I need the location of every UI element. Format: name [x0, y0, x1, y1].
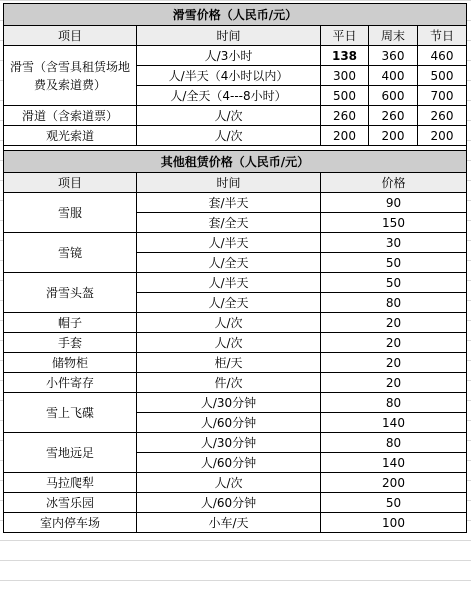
table-row: [4, 353, 467, 373]
ski-price-title-row: [4, 4, 467, 26]
rental-item-cell[interactable]: 室内停车场: [4, 513, 137, 533]
time-cell[interactable]: 套/半天: [137, 193, 321, 213]
rental-item-cell[interactable]: 手套: [4, 333, 137, 353]
table-row: [4, 46, 467, 66]
time-cell[interactable]: 件/次: [137, 373, 321, 393]
table-row: [4, 393, 467, 413]
price-cell[interactable]: 80: [321, 393, 467, 413]
time-cell[interactable]: 人/半天（4小时以内）: [137, 66, 321, 86]
time-cell[interactable]: 人/30分钟: [137, 393, 321, 413]
price-cell[interactable]: 200: [321, 473, 467, 493]
weekday-price-cell[interactable]: 500: [321, 86, 369, 106]
holiday-price-cell[interactable]: 260: [418, 106, 467, 126]
price-cell[interactable]: 90: [321, 193, 467, 213]
holiday-price-cell[interactable]: 460: [418, 46, 467, 66]
time-cell[interactable]: 人/半天: [137, 233, 321, 253]
price-cell[interactable]: 20: [321, 313, 467, 333]
header-item[interactable]: 项目: [4, 173, 137, 193]
weekday-price-cell[interactable]: 138: [321, 46, 369, 66]
weekend-price-cell[interactable]: 400: [369, 66, 418, 86]
time-cell[interactable]: 柜/天: [137, 353, 321, 373]
rental-price-title[interactable]: 其他租赁价格（人民币/元）: [4, 151, 467, 173]
weekday-price-cell[interactable]: 300: [321, 66, 369, 86]
table-row: [4, 373, 467, 393]
table-row: [4, 193, 467, 213]
ski-item-cell[interactable]: 滑雪（含雪具租赁场地费及索道费）: [4, 46, 137, 106]
time-cell[interactable]: 人/30分钟: [137, 433, 321, 453]
time-cell[interactable]: 人/全天: [137, 253, 321, 273]
time-cell[interactable]: 人/60分钟: [137, 413, 321, 433]
rental-item-cell[interactable]: 滑雪头盔: [4, 273, 137, 313]
price-table: [3, 3, 467, 533]
rental-item-cell[interactable]: 帽子: [4, 313, 137, 333]
table-row: [4, 313, 467, 333]
header-time[interactable]: 时间: [137, 173, 321, 193]
rental-item-cell[interactable]: 马拉爬犁: [4, 473, 137, 493]
table-row: [4, 493, 467, 513]
price-cell[interactable]: 150: [321, 213, 467, 233]
price-cell[interactable]: 100: [321, 513, 467, 533]
price-cell[interactable]: 30: [321, 233, 467, 253]
time-cell[interactable]: 人/全天（4---8小时）: [137, 86, 321, 106]
holiday-price-cell[interactable]: 500: [418, 66, 467, 86]
weekend-price-cell[interactable]: 200: [369, 126, 418, 146]
weekend-price-cell[interactable]: 260: [369, 106, 418, 126]
time-cell[interactable]: 人/半天: [137, 273, 321, 293]
item-cell[interactable]: 观光索道: [4, 126, 137, 146]
time-cell[interactable]: 人/3小时: [137, 46, 321, 66]
header-weekday[interactable]: 平日: [321, 26, 369, 46]
time-cell[interactable]: 人/60分钟: [137, 453, 321, 473]
price-cell[interactable]: 50: [321, 273, 467, 293]
price-table-body: [4, 4, 467, 533]
table-row: [4, 333, 467, 353]
rental-item-cell[interactable]: 冰雪乐园: [4, 493, 137, 513]
header-weekend[interactable]: 周末: [369, 26, 418, 46]
price-cell[interactable]: 20: [321, 333, 467, 353]
time-cell[interactable]: 人/次: [137, 106, 321, 126]
weekend-price-cell[interactable]: 600: [369, 86, 418, 106]
ski-price-title[interactable]: 滑雪价格（人民币/元）: [4, 4, 467, 26]
rental-item-cell[interactable]: 储物柜: [4, 353, 137, 373]
time-cell[interactable]: 人/次: [137, 126, 321, 146]
time-cell[interactable]: 套/全天: [137, 213, 321, 233]
price-cell[interactable]: 50: [321, 253, 467, 273]
time-cell[interactable]: 人/次: [137, 333, 321, 353]
time-cell[interactable]: 人/60分钟: [137, 493, 321, 513]
price-cell[interactable]: 20: [321, 353, 467, 373]
header-price[interactable]: 价格: [321, 173, 467, 193]
holiday-price-cell[interactable]: 200: [418, 126, 467, 146]
table-row: [4, 473, 467, 493]
rental-item-cell[interactable]: 雪地远足: [4, 433, 137, 473]
rental-header-row: [4, 173, 467, 193]
price-cell[interactable]: 140: [321, 453, 467, 473]
time-cell[interactable]: 人/次: [137, 313, 321, 333]
header-time[interactable]: 时间: [137, 26, 321, 46]
rental-item-cell[interactable]: 雪镜: [4, 233, 137, 273]
price-cell[interactable]: 140: [321, 413, 467, 433]
table-row: [4, 273, 467, 293]
header-holiday[interactable]: 节日: [418, 26, 467, 46]
header-item[interactable]: 项目: [4, 26, 137, 46]
rental-item-cell[interactable]: 雪服: [4, 193, 137, 233]
table-row: [4, 106, 467, 126]
rental-price-title-row: [4, 151, 467, 173]
price-cell[interactable]: 50: [321, 493, 467, 513]
ski-header-row: [4, 26, 467, 46]
holiday-price-cell[interactable]: 700: [418, 86, 467, 106]
price-cell[interactable]: 20: [321, 373, 467, 393]
weekend-price-cell[interactable]: 360: [369, 46, 418, 66]
time-cell[interactable]: 人/次: [137, 473, 321, 493]
table-row: [4, 433, 467, 453]
price-cell[interactable]: 80: [321, 293, 467, 313]
time-cell[interactable]: 人/全天: [137, 293, 321, 313]
item-cell[interactable]: 滑道（含索道票）: [4, 106, 137, 126]
weekday-price-cell[interactable]: 260: [321, 106, 369, 126]
table-row: [4, 126, 467, 146]
table-row: [4, 233, 467, 253]
weekday-price-cell[interactable]: 200: [321, 126, 369, 146]
rental-item-cell[interactable]: 小件寄存: [4, 373, 137, 393]
price-cell[interactable]: 80: [321, 433, 467, 453]
rental-item-cell[interactable]: 雪上飞碟: [4, 393, 137, 433]
time-cell[interactable]: 小车/天: [137, 513, 321, 533]
table-row: [4, 513, 467, 533]
